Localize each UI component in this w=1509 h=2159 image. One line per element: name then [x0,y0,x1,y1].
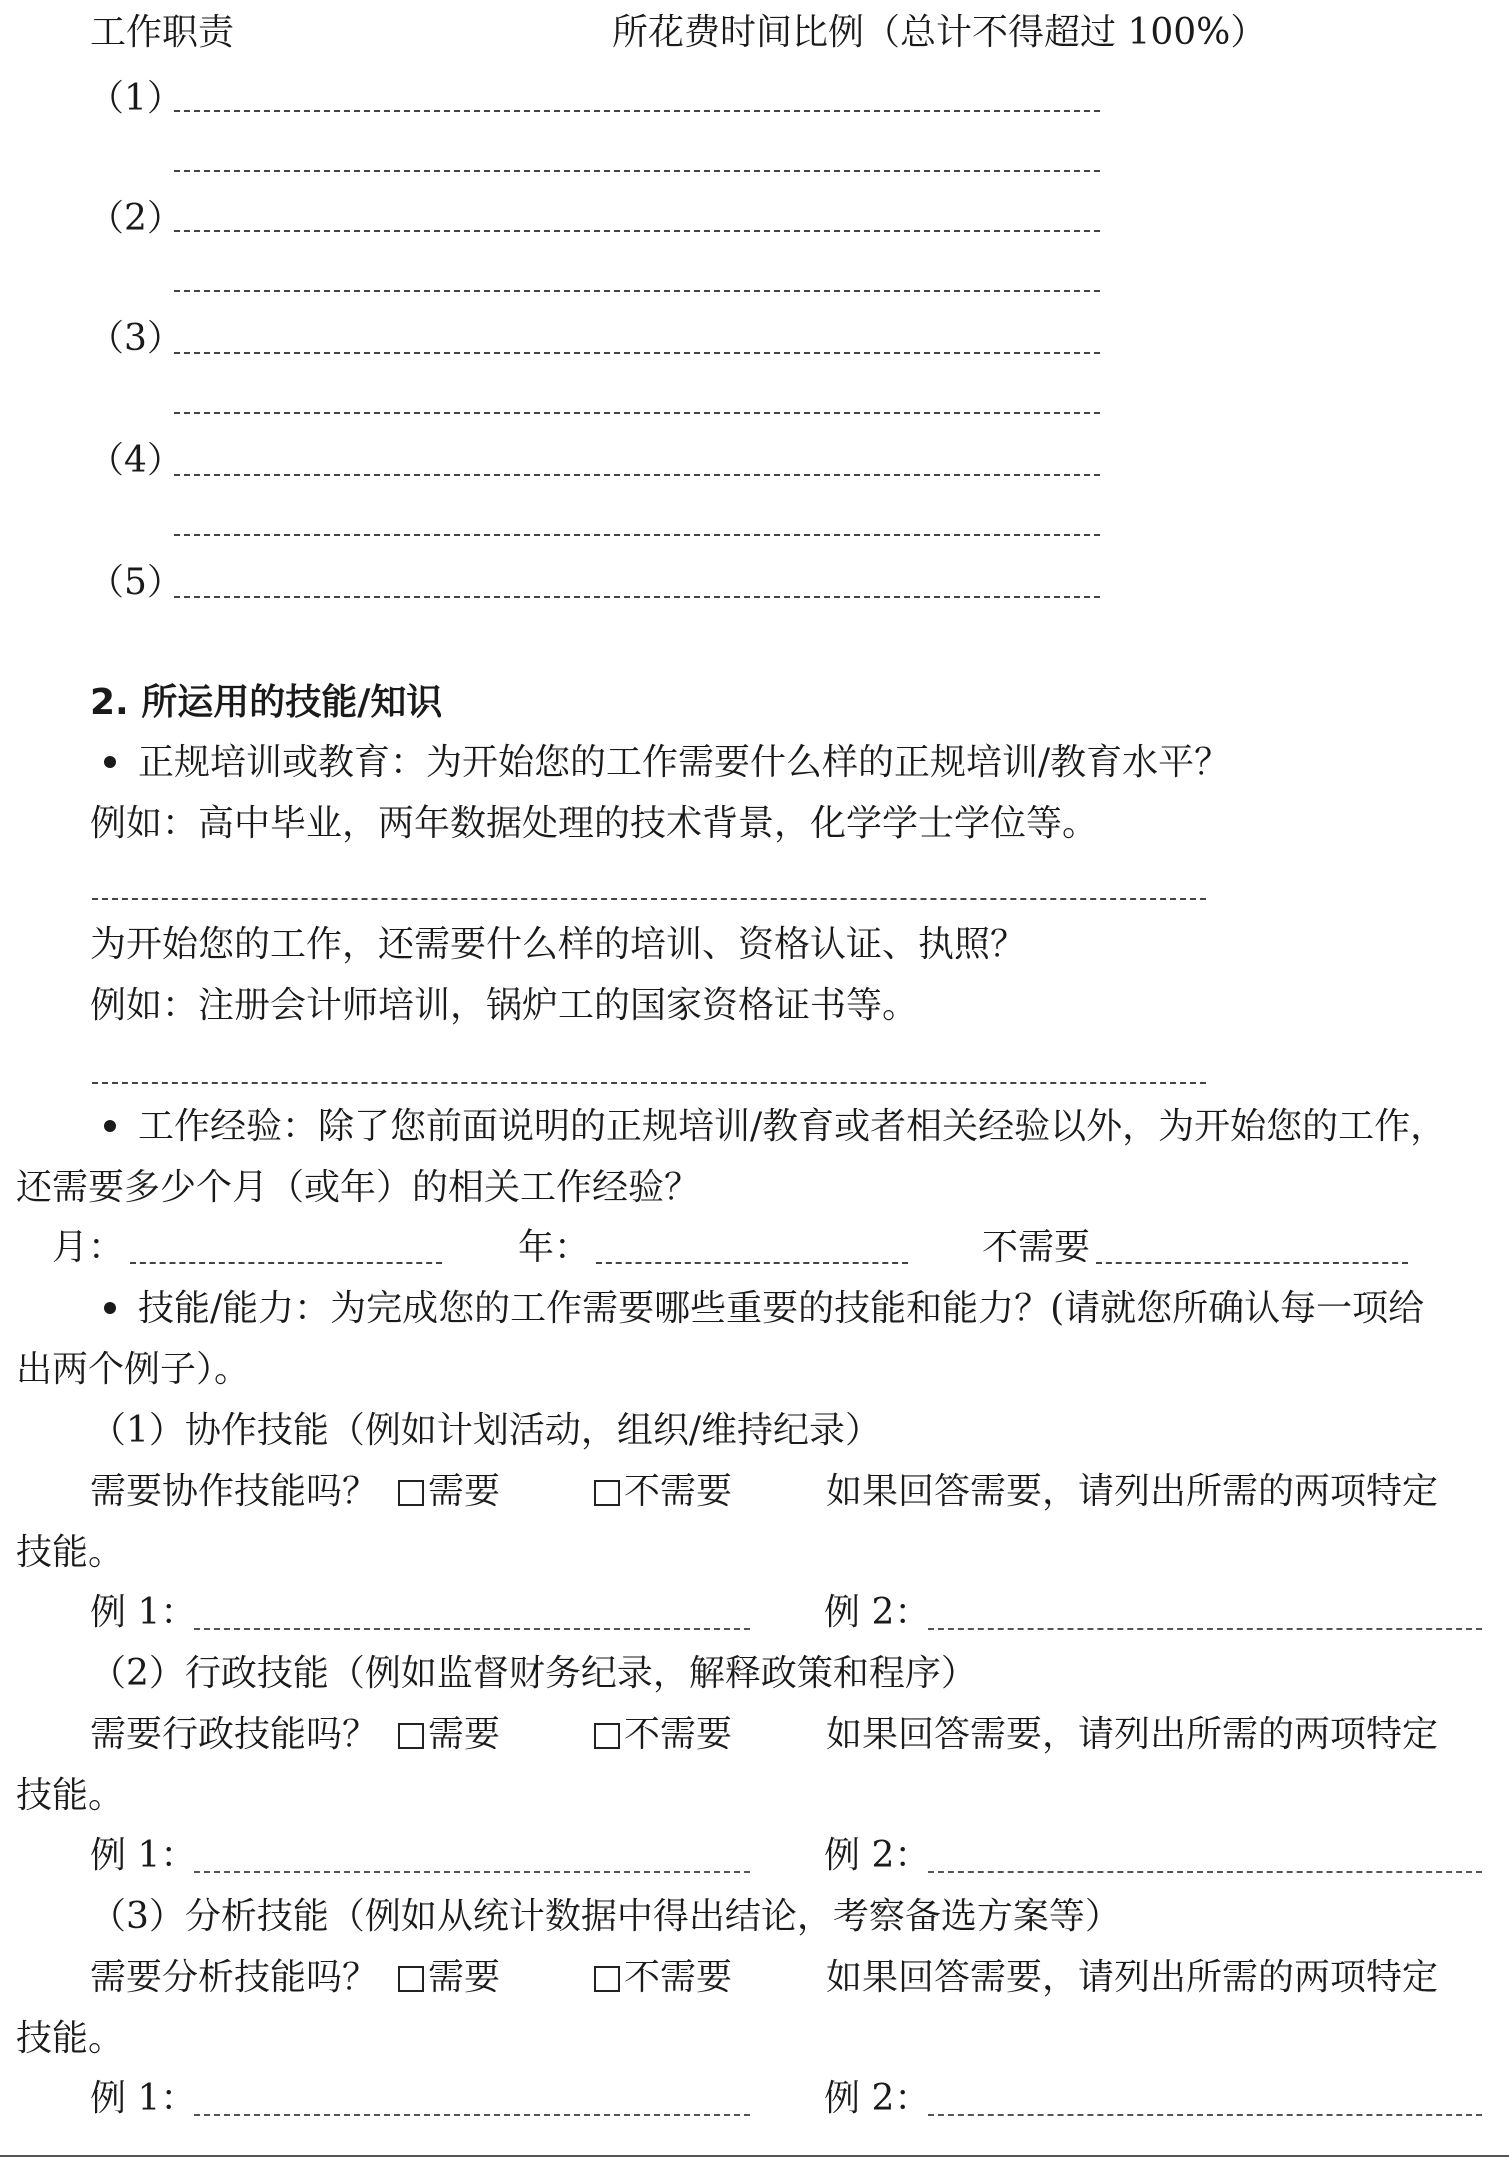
skill-1-yes-option[interactable]: 需要 [398,1469,500,1515]
section-2-title: 2. 所运用的技能/知识 [90,682,443,723]
skill-3-question: 需要分析技能吗？ [90,1957,379,1998]
year-input-line[interactable] [596,1262,908,1264]
skill-1-example-1-line[interactable] [194,1628,750,1630]
duty-number-3: （3） [88,318,183,359]
skill-2-example-1-label: 例 1： [90,1835,197,1876]
duty-5-line-a[interactable] [174,596,1100,598]
skill-1-example-2-label: 例 2： [824,1592,931,1633]
skill-3-example-1-line[interactable] [194,2114,750,2116]
skill-1-question: 需要协作技能吗？ [90,1471,379,1512]
skill-1-example-2-line[interactable] [928,1628,1482,1630]
skill-3-no-option[interactable]: 不需要 [594,1955,732,2001]
skills-question: 技能/能力：为完成您的工作需要哪些重要的技能和能力？(请就您所确认每一项给 [104,1286,1424,1332]
duty-2-line-b[interactable] [174,290,1100,292]
duty-3-line-a[interactable] [174,352,1100,354]
skill-2-title: （2）行政技能（例如监督财务纪录，解释政策和程序） [90,1653,977,1694]
duty-3-line-b[interactable] [174,412,1100,414]
bullet-icon [104,756,116,768]
duty-2-line-a[interactable] [174,230,1100,232]
skills-question-cont: 出两个例子）。 [16,1349,251,1390]
page-bottom-rule [0,2155,1509,2157]
skill-1-title: （1）协作技能（例如计划活动，组织/维持纪录） [90,1410,882,1451]
checkbox-icon[interactable] [398,1480,424,1506]
duty-4-line-b[interactable] [174,534,1100,536]
formal-education-example: 例如：高中毕业，两年数据处理的技术背景，化学学士学位等。 [90,803,1099,844]
formal-education-question: 正规培训或教育：为开始您的工作需要什么样的正规培训/教育水平？ [104,740,1230,786]
duty-number-4: （4） [88,440,183,481]
none-needed-line[interactable] [1096,1262,1408,1264]
skill-3-example-2-line[interactable] [928,2114,1482,2116]
formal-education-answer-line[interactable] [92,898,1206,900]
duty-number-2: （2） [88,198,183,239]
skill-3-title: （3）分析技能（例如从统计数据中得出结论，考察备选方案等） [90,1896,1121,1937]
skill-2-yes-option[interactable]: 需要 [398,1712,500,1758]
skill-2-question: 需要行政技能吗？ [90,1714,379,1755]
checkbox-icon[interactable] [594,1723,620,1749]
skill-2-example-2-label: 例 2： [824,1835,931,1876]
certification-question: 为开始您的工作，还需要什么样的培训、资格认证、执照？ [90,924,1027,965]
checkbox-icon[interactable] [594,1480,620,1506]
duty-1-line-a[interactable] [174,110,1100,112]
none-needed-label: 不需要 [982,1227,1091,1268]
checkbox-icon[interactable] [594,1966,620,1992]
experience-question: 工作经验：除了您前面说明的正规培训/教育或者相关经验以外，为开始您的工作， [104,1104,1446,1150]
skill-2-instruction: 如果回答需要，请列出所需的两项特定 [826,1714,1439,1755]
skill-2-example-2-line[interactable] [928,1871,1482,1873]
month-label: 月： [52,1227,125,1268]
bullet-icon [104,1302,116,1314]
skill-1-example-1-label: 例 1： [90,1592,197,1633]
skill-3-instruction-cont: 技能。 [16,2018,125,2059]
checkbox-icon[interactable] [398,1966,424,1992]
duty-4-line-a[interactable] [174,474,1100,476]
skill-2-example-1-line[interactable] [194,1871,750,1873]
year-label: 年： [518,1227,591,1268]
experience-question-cont: 还需要多少个月（或年）的相关工作经验？ [16,1167,701,1208]
skill-1-instruction: 如果回答需要，请列出所需的两项特定 [826,1471,1439,1512]
skill-2-instruction-cont: 技能。 [16,1775,125,1816]
certification-example: 例如：注册会计师培训，锅炉工的国家资格证书等。 [90,985,919,1026]
skill-3-instruction: 如果回答需要，请列出所需的两项特定 [826,1957,1439,1998]
duty-1-line-b[interactable] [174,170,1100,172]
month-input-line[interactable] [130,1262,442,1264]
skill-1-instruction-cont: 技能。 [16,1532,125,1573]
skill-2-no-option[interactable]: 不需要 [594,1712,732,1758]
skill-3-example-1-label: 例 1： [90,2078,197,2119]
time-ratio-header: 所花费时间比例（总计不得超过 100%） [612,12,1267,53]
certification-answer-line[interactable] [92,1082,1206,1084]
skill-1-no-option[interactable]: 不需要 [594,1469,732,1515]
bullet-icon [104,1120,116,1132]
duty-number-1: （1） [88,78,183,119]
skill-3-example-2-label: 例 2： [824,2078,931,2119]
skill-3-yes-option[interactable]: 需要 [398,1955,500,2001]
duty-number-5: （5） [88,562,183,603]
duties-header: 工作职责 [90,12,235,53]
checkbox-icon[interactable] [398,1723,424,1749]
